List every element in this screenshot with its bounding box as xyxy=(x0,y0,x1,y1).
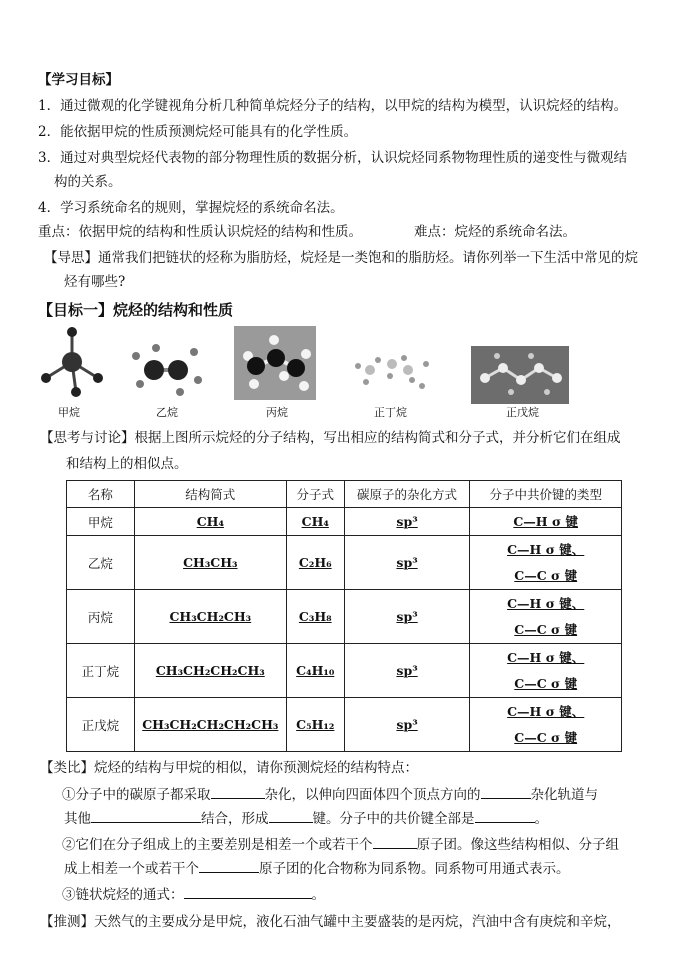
answer-blank[interactable] xyxy=(475,808,535,823)
answer-blank[interactable] xyxy=(269,808,313,823)
table-row xyxy=(67,590,622,644)
cell-bond-2: C—C σ 键 xyxy=(514,729,578,745)
cell-bond-2: C—C σ 键 xyxy=(514,675,578,691)
cell-hybrid: sp³ xyxy=(396,555,418,570)
caption-pentane: 正戊烷 xyxy=(506,406,539,419)
analogy-q3 xyxy=(62,884,325,905)
objective-3-cont: 构的关系。 xyxy=(54,174,122,190)
table-row xyxy=(67,644,622,698)
cell-bond-2: C—C σ 键 xyxy=(514,567,578,583)
cell-bond-1: C—H σ 键、 xyxy=(507,541,585,557)
answer-blank[interactable] xyxy=(184,884,312,899)
analogy-text: 。 xyxy=(311,887,325,903)
answer-blank[interactable] xyxy=(373,834,417,849)
analogy-text: ②它们在分子组成上的主要差别是相差一个或若干个 xyxy=(62,837,373,853)
caption-methane: 甲烷 xyxy=(58,406,80,419)
analogy-text: 键。分子中的共价键全部是 xyxy=(312,811,475,827)
think-line-1: 【思考与讨论】根据上图所示烷烃的分子结构，写出相应的结构简式和分子式，并分析它们在组成 xyxy=(40,430,621,446)
cell-name: 丙烷 xyxy=(67,590,135,644)
objective-4: 4．学习系统命名的规则，掌握烷烃的系统命名法。 xyxy=(38,200,344,216)
table-row xyxy=(67,536,622,590)
difficulty: 难点：烷烃的系统命名法。 xyxy=(414,224,576,240)
cell-hybrid: sp³ xyxy=(396,609,418,624)
analogy-q2-line2 xyxy=(64,858,570,879)
analogy-text: 原子团的化合物称为同系物。同系物可用通式表示。 xyxy=(259,861,570,877)
caption-butane: 正丁烷 xyxy=(374,406,407,419)
analogy-text: 成上相差一个或若干个 xyxy=(64,861,199,877)
propane-model-image xyxy=(234,326,316,400)
answer-blank[interactable] xyxy=(211,784,265,799)
table-row xyxy=(67,508,622,536)
table-header-row xyxy=(67,481,622,508)
header-bonds: 分子中共价键的类型 xyxy=(470,481,622,508)
cell-bond-1: C—H σ 键、 xyxy=(507,649,585,665)
alkane-table xyxy=(66,480,622,752)
cell-bond-2: C—C σ 键 xyxy=(514,621,578,637)
objectives-header: 【学习目标】 xyxy=(38,72,119,88)
methane-model-image xyxy=(36,326,108,398)
cell-bond-1: C—H σ 键、 xyxy=(507,595,585,611)
cell-name: 正丁烷 xyxy=(67,644,135,698)
cell-structural: CH₄ xyxy=(196,514,224,529)
butane-model-image xyxy=(348,346,436,398)
analogy-q1-line2 xyxy=(64,808,548,829)
analogy-text: 结合，形成 xyxy=(201,811,269,827)
answer-blank[interactable] xyxy=(91,808,201,823)
analogy-text: ③链状烷烃的通式： xyxy=(62,887,184,903)
analogy-intro: 【类比】烷烃的结构与甲烷的相似，请你预测烷烃的结构特点： xyxy=(40,760,418,776)
analogy-text: 杂化轨道与 xyxy=(530,787,598,803)
guide-line-1: 【导思】通常我们把链状的烃称为脂肪烃，烷烃是一类饱和的脂肪烃。请你列举一下生活中常见的烷 xyxy=(44,250,638,266)
analogy-text: 杂化，以伸向四面体四个顶点方向的 xyxy=(264,787,481,803)
analogy-text: 其他 xyxy=(64,811,91,827)
answer-blank[interactable] xyxy=(199,858,259,873)
caption-ethane: 乙烷 xyxy=(156,406,178,419)
cell-name: 乙烷 xyxy=(67,536,135,590)
cell-hybrid: sp³ xyxy=(396,717,418,732)
header-name: 名称 xyxy=(67,481,135,508)
cell-name: 正戊烷 xyxy=(67,698,135,752)
table-row xyxy=(67,698,622,752)
key-points: 重点：依据甲烷的结构和性质认识烷烃的结构和性质。 xyxy=(38,224,362,240)
cell-bond-1: C—H σ 键、 xyxy=(507,703,585,719)
cell-structural: CH₃CH₂CH₂CH₃ xyxy=(155,663,265,678)
analogy-text: 。 xyxy=(534,811,548,827)
section-title: 【目标一】烷烃的结构和性质 xyxy=(38,301,234,319)
cell-hybrid: sp³ xyxy=(396,514,418,529)
cell-hybrid: sp³ xyxy=(396,663,418,678)
cell-structural: CH₃CH₂CH₂CH₂CH₃ xyxy=(142,717,279,732)
analogy-q2-line1 xyxy=(62,834,619,855)
cell-formula: C₄H₁₀ xyxy=(296,663,335,678)
cell-name: 甲烷 xyxy=(67,508,135,536)
cell-formula: CH₄ xyxy=(301,514,329,529)
cell-formula: C₅H₁₂ xyxy=(296,717,335,732)
cell-formula: C₂H₆ xyxy=(298,555,332,570)
guide-line-2: 烃有哪些? xyxy=(64,274,126,290)
cell-structural: CH₃CH₃ xyxy=(183,555,238,570)
header-hybrid: 碳原子的杂化方式 xyxy=(344,481,470,508)
cell-formula: C₃H₈ xyxy=(298,609,332,624)
analogy-q1-line1 xyxy=(62,784,598,805)
analogy-text: 原子团。像这些结构相似、分子组 xyxy=(416,837,619,853)
ethane-model-image xyxy=(126,340,206,400)
pentane-model-image xyxy=(471,346,569,404)
analogy-text: ①分子中的碳原子都采取 xyxy=(62,787,211,803)
header-formula: 分子式 xyxy=(286,481,344,508)
think-line-2: 和结构上的相似点。 xyxy=(66,456,188,472)
objective-3: 3．通过对典型烷烃代表物的部分物理性质的数据分析，认识烷烃同系物物理性质的递变性与微观结 xyxy=(38,150,628,166)
cell-structural: CH₃CH₂CH₃ xyxy=(169,609,252,624)
caption-propane: 丙烷 xyxy=(266,406,288,419)
cell-bond: C—H σ 键 xyxy=(513,513,579,529)
objective-1: 1．通过微观的化学键视角分析几种简单烷烃分子的结构，以甲烷的结构为模型，认识烷烃的结构。 xyxy=(38,98,628,114)
answer-blank[interactable] xyxy=(481,784,531,799)
header-structural: 结构简式 xyxy=(134,481,286,508)
objective-2: 2．能依据甲烷的性质预测烷烃可能具有的化学性质。 xyxy=(38,124,358,140)
infer-line: 【推测】天然气的主要成分是甲烷，液化石油气罐中主要盛装的是丙烷，汽油中含有庚烷和辛烷， xyxy=(40,914,621,930)
